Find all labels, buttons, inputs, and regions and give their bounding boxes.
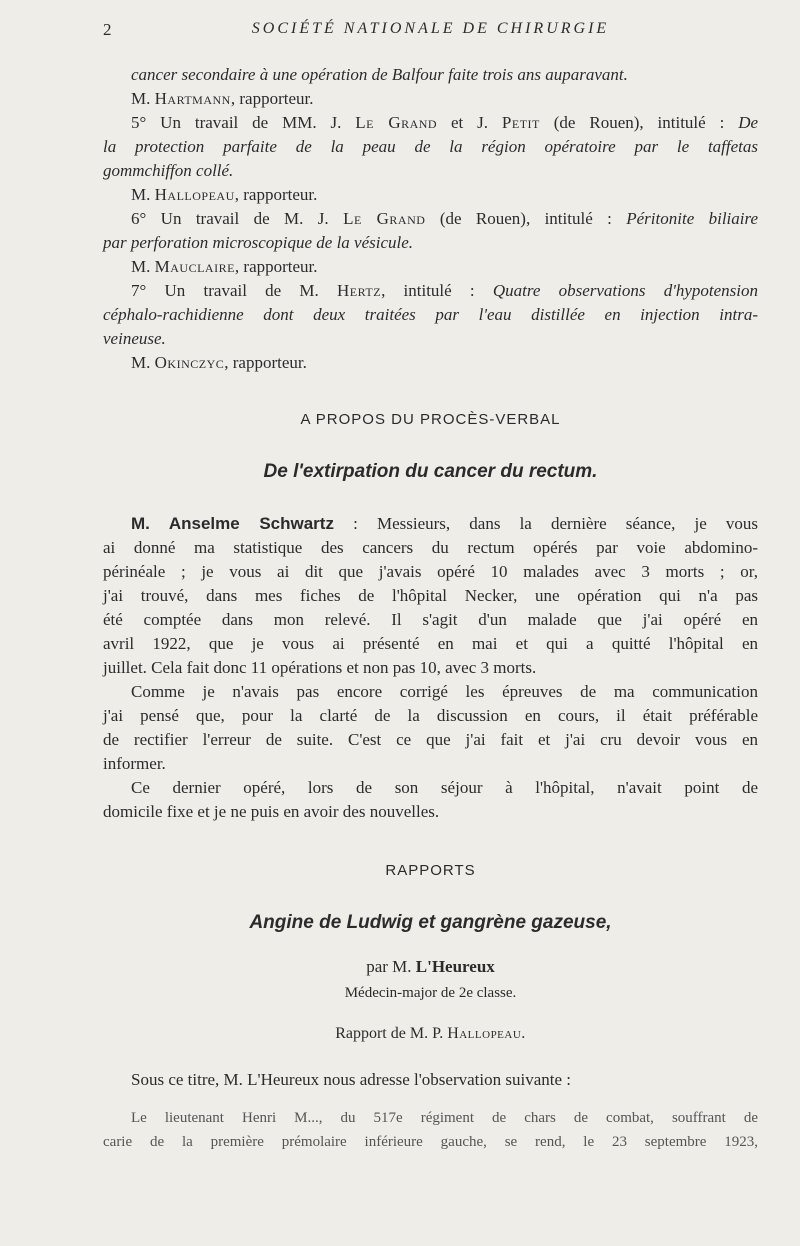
text-line: domicile fixe et je ne puis en avoir des nouvelles. <box>103 802 440 821</box>
proces-verbal-body <box>103 512 758 824</box>
author-rank: Médecin-major de 2e classe. <box>344 985 517 1001</box>
section-heading: A PROPOS DU PROCÈS-VERBAL <box>300 411 561 428</box>
text-line: de rectifier l'erreur de suite. C'est ce que j'ai fait et j'ai cru devoir vous en <box>103 730 758 749</box>
text-line: périnéale ; je vous ai dit que j'avais opéré 10 malades avec 3 morts ; or, <box>103 562 758 581</box>
speaker-name: M. Anselme Schwartz <box>131 514 334 533</box>
author-line: par M. L'Heureux <box>366 957 495 976</box>
rapporteur-line: M. Mauclaire, rapporteur. <box>131 257 318 276</box>
rapport-intro <box>103 1068 758 1092</box>
text-line: Sous ce titre, M. L'Heureux nous adresse l'observation suivante : <box>131 1070 571 1089</box>
text-line: veineuse. <box>103 329 166 348</box>
observation-text <box>103 1106 758 1154</box>
article-title: De l'extirpation du cancer du rectum. <box>263 461 598 482</box>
text-line: carie de la première prémolaire inférieure gauche, se rend, le 23 septembre 1923, <box>103 1134 758 1150</box>
text-line: gommchiffon collé. <box>103 161 234 180</box>
reports-list <box>103 63 758 375</box>
page-header <box>103 20 758 44</box>
text-line: 6° Un travail de M. J. Le Grand (de Rouen), intitulé : Péritonite biliaire <box>131 209 759 228</box>
text-line: Le lieutenant Henri M..., du 517e régiment de chars de combat, souffrant de <box>131 1110 758 1126</box>
text-line: informer. <box>103 754 166 773</box>
text-line: la protection parfaite de la peau de la région opératoire par le taffetas <box>103 137 758 156</box>
text-line: j'ai trouvé, dans mes fiches de l'hôpital Necker, une opération qui n'a pas <box>103 586 758 605</box>
article-title: Angine de Ludwig et gangrène gazeuse, <box>249 912 612 933</box>
rapporteur-line: M. Hallopeau, rapporteur. <box>131 185 318 204</box>
text-line: M. Anselme Schwartz : Messieurs, dans la dernière séance, je vous <box>131 514 758 533</box>
text-line: ai donné ma statistique des cancers du rectum opérés par voie abdomino- <box>103 538 758 557</box>
rapporteur-line: M. Hartmann, rapporteur. <box>131 89 314 108</box>
page-number: 2 <box>103 20 112 39</box>
author-name: L'Heureux <box>415 957 495 976</box>
text-line: j'ai pensé que, pour la clarté de la discussion en cours, il était préférable <box>103 706 758 725</box>
running-title: SOCIÉTÉ NATIONALE DE CHIRURGIE <box>251 20 610 37</box>
text-line: Comme je n'avais pas encore corrigé les épreuves de ma communication <box>131 682 758 701</box>
rapporteur-line: M. Okinczyc, rapporteur. <box>131 353 307 372</box>
text-line: par perforation microscopique de la vésicule. <box>103 233 414 252</box>
section-heading: RAPPORTS <box>385 862 476 879</box>
text-line: céphalo-rachidienne dont deux traitées par l'eau distillée en injection intra- <box>103 305 758 324</box>
text-line: 7° Un travail de M. Hertz, intitulé : Quatre observations d'hypotension <box>131 281 758 300</box>
text-line: Ce dernier opéré, lors de son séjour à l'hôpital, n'avait point de <box>131 778 758 797</box>
text-line: 5° Un travail de MM. J. Le Grand et J. Petit (de Rouen), intitulé : De <box>131 113 759 132</box>
text-line: juillet. Cela fait donc 11 opérations et non pas 10, avec 3 morts. <box>103 658 537 677</box>
text-line: cancer secondaire à une opération de Balfour faite trois ans auparavant. <box>131 65 628 84</box>
text-line: été comptée dans mon relevé. Il s'agit d'un malade que j'ai opéré en <box>103 610 758 629</box>
rapport-line: Rapport de M. P. Hallopeau. <box>335 1025 526 1042</box>
text-line: avril 1922, que je vous ai présenté en mai et qui a quitté l'hôpital en <box>103 634 758 653</box>
